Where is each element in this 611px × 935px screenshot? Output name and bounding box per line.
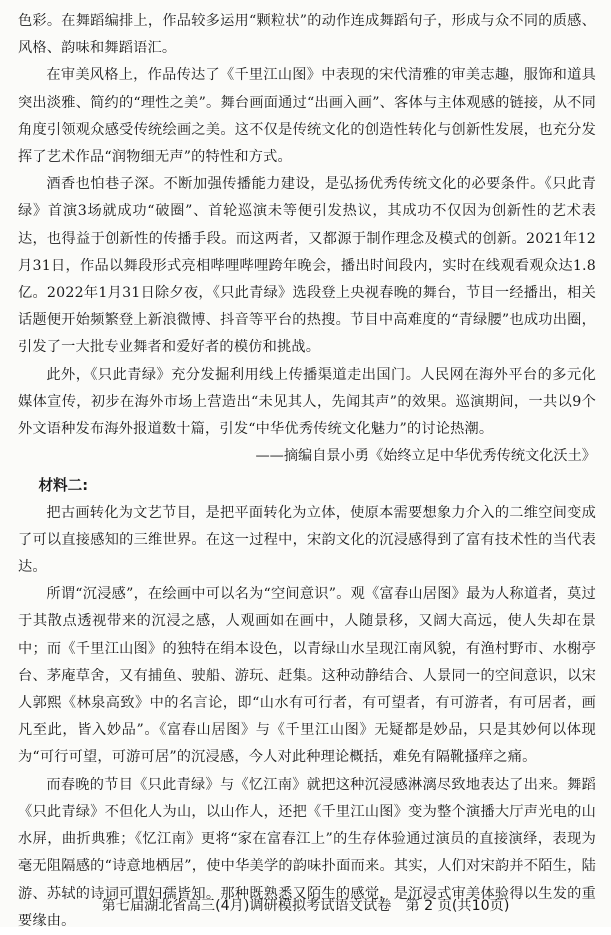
paragraph-spring-gala: 而春晚的节目《只此青绿》与《忆江南》就把这种沉浸感淋漓尽致地表达了出来。舞蹈《只此青绿》不但化人为山，以山作人，还把《千里江山图》变为整个演播大厅声光电的山水屏，曲折典雅；《忆江南》更将“家在富春江上”的生存体验通过演员的直接演绎，表现为毫无阻隔感的“诗意地栖居”，使中华美学的韵味扑面而来。其实，人们对宋韵并不陌生，陆游、苏轼的诗词可谓妇孺皆知。那种既熟悉又陌生的感觉，是沉浸式审美体验得以生发的重要缘由。	[18, 776, 596, 929]
paragraph-continuation: 色彩。在舞蹈编排上，作品较多运用“颗粒状”的动作连成舞蹈句子，形成与众不同的质感、风格、韵味和舞蹈语汇。	[18, 13, 596, 57]
section-heading-material-two: 材料二:	[38, 477, 89, 495]
paragraph-overseas: 此外，《只此青绿》充分发掘利用线上传播渠道走出国门。人民网在海外平台的多元化媒体宣传，初步在海外市场上营造出“未见其人，先闻其声”的效果。巡演期间，一共以9个外文语种发布海外报道数十篇，引发“中华优秀传统文化魅力”的讨论热潮。	[18, 366, 596, 438]
page-content	[18, 8, 596, 935]
paragraph-aesthetic-style: 在审美风格上，作品传达了《千里江山图》中表现的宋代清雅的审美志趣，服饰和道具突出淡雅、简约的“理性之美”。舞台画面通过“出画入画”、客体与主体观感的链接，从不同角度引领观众感受传统绘画之美。这不仅是传统文化的创造性转化与创新性发展，也充分发挥了艺术作品“润物细无声”的特性和方式。	[18, 67, 596, 166]
page-footer: 第七届湖北省高三(4月)调研模拟考试语文试卷 第 2 页(共10页)	[101, 898, 510, 914]
source-citation: ——摘编自景小勇《始终立足中华优秀传统文化沃土》	[255, 448, 596, 465]
paragraph-communication: 酒香也怕巷子深。不断加强传播能力建设，是弘扬优秀传统文化的必要条件。《只此青绿》首演3场就成功“破圈”、首轮巡演未等便引发热议，其成功不仅因为创新性的艺术表达，也得益于创新性的传播手段。而这两者，又都源于制作理念及模式的创新。2021年12月31日，作品以舞段形式亮相哔哩哔哩跨年晚会，播出时间段内，实时在线观看观众达1.8亿。2022年1月31日除夕夜，《只此青绿》选段登上央视春晚的舞台，节目一经播出，相关话题便开始频繁登上新浪微博、抖音等平台的热搜。节目中高难度的“青绿腰”也成功出圈，引发了一大批专业舞者和爱好者的模仿和挑战。	[18, 176, 596, 356]
paragraph-immersion: 所谓“沉浸感”，在绘画中可以名为“空间意识”。观《富春山居图》最为人称道者，莫过于其散点透视带来的沉浸之感，人观画如在画中，人随景移，又阔大高远，使人失却在景中；而《千里江山图》的独特在绢本设色，以青绿山水呈现江南风貌，有渔村野市、水榭亭台、茅庵草舍，又有捕鱼、驶船、游玩、赶集。这种动静结合、人景同一的空间意识，以宋人郭熙《林泉高致》中的名言论，即“山水有可行者，有可望者，有可游者，有可居者，画凡至此，皆入妙品”。《富春山居图》与《千里江山图》无疑都是妙品，只是其妙何以体现为“可行可望，可游可居”的沉浸感，今人对此种理论概括，难免有隔靴搔痒之痛。	[18, 586, 596, 766]
paragraph-painting-to-stage: 把古画转化为文艺节目，是把平面转化为立体，使原本需要想象力介入的二维空间变成了可以直接感知的三维世界。在这一过程中，宋韵文化的沉浸感得到了富有技术性的当代表达。	[18, 504, 596, 576]
